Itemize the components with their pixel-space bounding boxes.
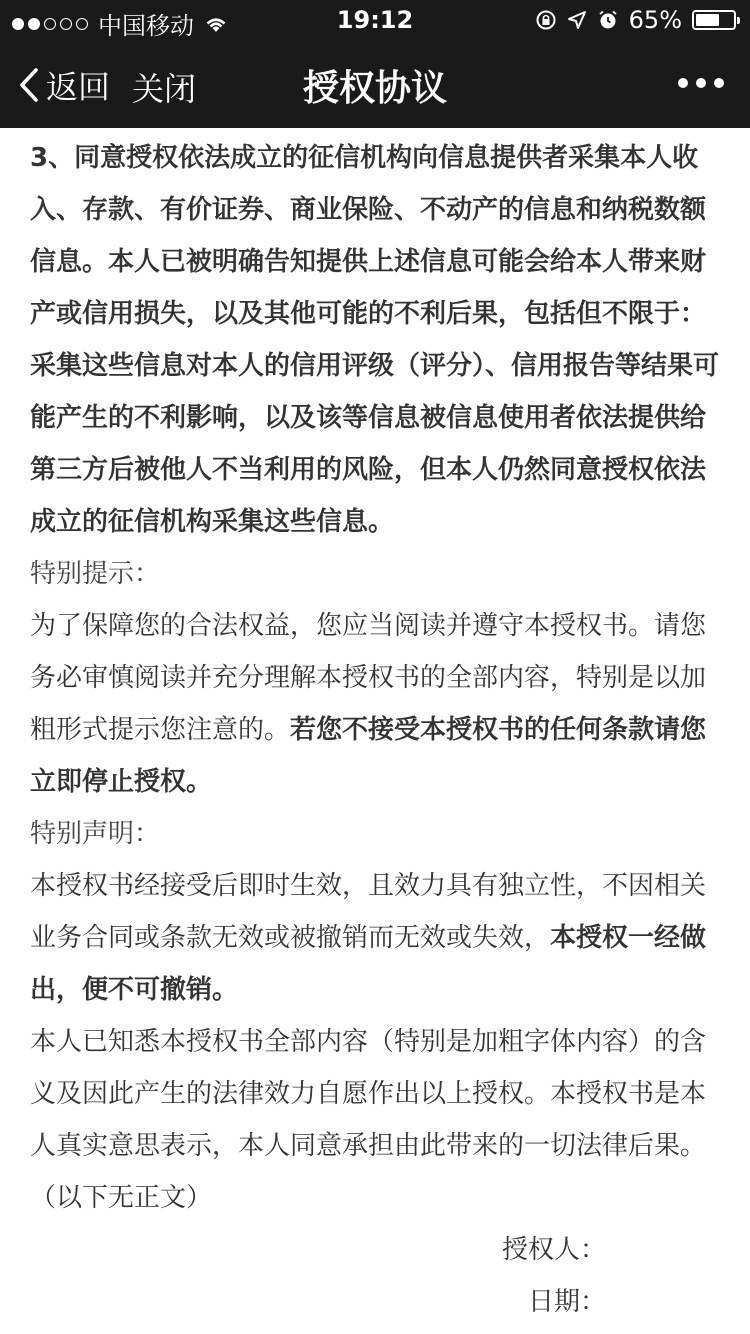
location-icon	[567, 10, 587, 30]
special-notice-paragraph	[30, 600, 720, 808]
more-dot-icon	[714, 78, 724, 88]
more-dot-icon	[696, 78, 706, 88]
acknowledgement-text: 本人已知悉本授权书全部内容（特别是加粗字体内容）的含义及因此产生的法律效力自愿作出以上授权。本授权书是本人真实意思表示，本人同意承担由此带来的一切法律后果。	[30, 1027, 707, 1161]
end-note: （以下无正文）	[30, 1183, 213, 1213]
battery-fill	[696, 14, 719, 26]
special-statement-text: 本授权书经接受后即时生效，且效力具有独立性，不因相关业务合同或条款无效或被撤销而无效或失效，	[30, 871, 707, 953]
agreement-content	[0, 128, 750, 1328]
status-bar	[0, 0, 750, 40]
rotation-lock-icon	[535, 9, 557, 31]
close-button[interactable]: 关闭	[132, 70, 197, 108]
battery-icon	[692, 10, 736, 30]
status-right	[535, 6, 736, 34]
more-options-button[interactable]	[678, 78, 724, 88]
back-button[interactable]	[18, 62, 110, 108]
special-statement-bold-text: 本授权一经做出，便不可撤销。	[30, 923, 707, 1005]
special-statement-paragraph	[30, 860, 720, 1016]
alarm-icon	[597, 9, 619, 31]
clause-3-text: 3、同意授权依法成立的征信机构向信息提供者采集本人收入、存款、有价证券、商业保险、不动产的信息和纳税数额信息。本人已被明确告知提供上述信息可能会给本人带来财产或信用损失，以及其他可能的不利后果，包括但不限于：采集这些信息对本人的信用评级（评分）、信用报告等结果可能产生的不利影响，以及该等信息被信息使用者依法提供给第三方后被他人不当利用的风险，但本人仍然同意授权依法成立的征信机构采集这些信息。	[30, 143, 720, 537]
more-dot-icon	[678, 78, 688, 88]
status-time: 19:12	[336, 6, 414, 34]
special-notice-text: 为了保障您的合法权益，您应当阅读并遵守本授权书。请您务必审慎阅读并充分理解本授权书的全部内容，特别是以加粗形式提示您注意的。	[30, 611, 707, 745]
back-label: 返回	[46, 68, 111, 106]
date-label: 日期：	[527, 1287, 606, 1317]
special-statement-title: 特别声明：	[30, 819, 161, 849]
battery-percent: 65%	[628, 6, 682, 34]
special-notice-bold-text: 若您不接受本授权书的任何条款请您立即停止授权。	[30, 715, 707, 797]
nav-bar	[0, 40, 750, 128]
page-title: 授权协议	[302, 68, 447, 109]
carrier-name: 中国移动	[98, 12, 194, 40]
chevron-left-icon	[18, 67, 40, 103]
authorizer-label: 授权人：	[501, 1235, 606, 1265]
special-notice-title: 特别提示：	[30, 559, 161, 589]
